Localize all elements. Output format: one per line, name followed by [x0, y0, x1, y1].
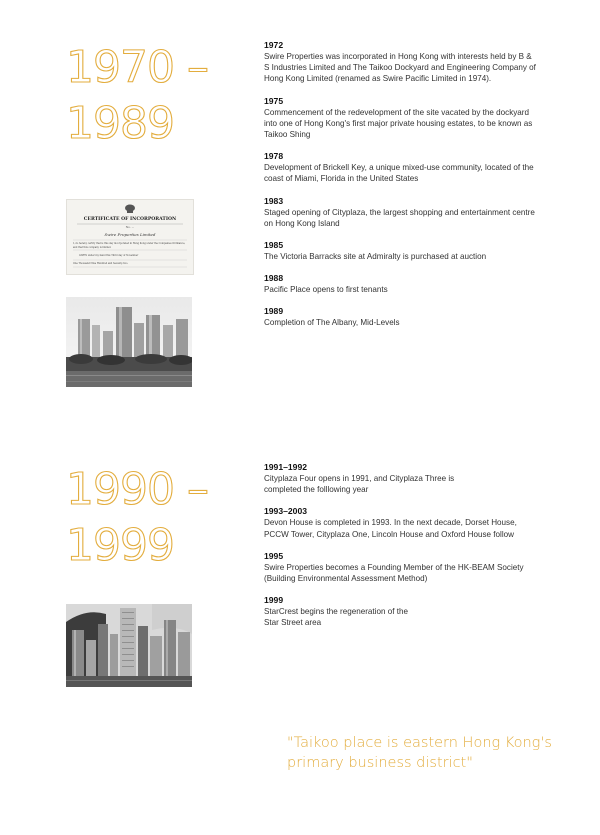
decade-heading-1970-1989 — [66, 40, 208, 152]
decade-line-1: 1990 – — [66, 464, 208, 515]
entry-year: 1991–1992 — [264, 462, 308, 472]
timeline-entry — [264, 506, 536, 539]
decade-line-2: 1999 — [66, 520, 174, 571]
entry-text: Commencement of the redevelopment of the site vacated by the dockyard into one of Hong Kong's first major private housing estates, to be known as Taikoo Shing — [264, 107, 533, 140]
entry-year: 1978 — [264, 151, 284, 162]
entry-year: 1989 — [264, 306, 284, 317]
timeline-1990-1999 — [264, 462, 536, 640]
entry-text: Completion of The Albany, Mid-Levels — [264, 318, 400, 328]
certificate-of-incorporation-image — [66, 199, 194, 275]
entry-year: 1993–2003 — [264, 506, 308, 517]
entry-year: 1975 — [264, 95, 284, 106]
timeline-entry — [264, 40, 536, 85]
certificate-body-1: I, do hereby certify that is this day incorporated in Hong Kong under the Companies Ordinance, — [73, 242, 186, 245]
entry-year: 1999 — [264, 595, 284, 606]
entry-text: Development of Brickell Key, a unique mixed-use community, located of the coast of Miami, Florida in the United States — [264, 163, 534, 184]
certificate-title: CERTIFICATE OF INCORPORATION — [83, 217, 177, 222]
city-skyline-photo — [66, 604, 192, 687]
entry-text: Devon House is completed in 1993. In the next decade, Dorset House, PCCW Tower, Cityplaza One, Lincoln House and Oxford House follow — [264, 518, 517, 539]
entry-text: Staged opening of Cityplaza, the largest shopping and entertainment centre on Hong Kong Island — [264, 207, 535, 228]
entry-text: StarCrest begins the regeneration of the Star Street area — [264, 607, 408, 628]
timeline-entry — [264, 595, 536, 628]
timeline-entry — [264, 551, 536, 584]
timeline-entry — [264, 462, 536, 495]
entry-year: 1988 — [264, 273, 284, 284]
entry-text: Cityplaza Four opens in 1991, and Cityplaza Three is completed the folllowing year — [264, 474, 455, 495]
timeline-entry — [264, 151, 536, 184]
entry-year: 1983 — [264, 195, 284, 206]
timeline-entry — [264, 96, 536, 141]
entry-text: Swire Properties was incorporated in Hong Kong with interests held by B & S Industries Limited and The Taikoo Dockyard and Engineering Company of Hong Kong Limited (renamed as Swire Pacific Limited in 1974). — [264, 52, 536, 84]
certificate-body-4: One Thousand Nine Hundred and Seventy-two. — [73, 262, 129, 265]
crest-icon — [125, 205, 135, 214]
certificate-company: Swire Properties Limited — [104, 232, 156, 237]
entry-year: 1972 — [264, 40, 284, 50]
decade-heading-1990-1999 — [66, 462, 208, 574]
entry-year: 1985 — [264, 240, 284, 251]
certificate-subtitle: No. ... — [125, 225, 135, 229]
timeline-entry — [264, 196, 536, 229]
timeline-1970-1989 — [264, 40, 536, 340]
entry-text: Pacific Place opens to first tenants — [264, 285, 388, 295]
timeline-entry — [264, 306, 536, 328]
decade-line-1: 1970 – — [66, 42, 208, 93]
timeline-entry — [264, 240, 536, 262]
timeline-entry — [264, 273, 536, 295]
entry-text: The Victoria Barracks site at Admiralty is purchased at auction — [264, 252, 487, 262]
pull-quote: "Taikoo place is eastern Hong Kong's primary business district" — [287, 735, 552, 771]
decade-line-2: 1989 — [66, 98, 174, 149]
entry-text: Swire Properties becomes a Founding Member of the HK-BEAM Society (Building Environmental Assessment Method) — [264, 562, 524, 584]
certificate-body-2: and that this company is limited. — [73, 246, 112, 249]
entry-year: 1995 — [264, 550, 284, 561]
certificate-body-3: GIVEN under my hand this Third day of November — [79, 254, 139, 257]
taikoo-shing-towers-photo — [66, 297, 192, 387]
